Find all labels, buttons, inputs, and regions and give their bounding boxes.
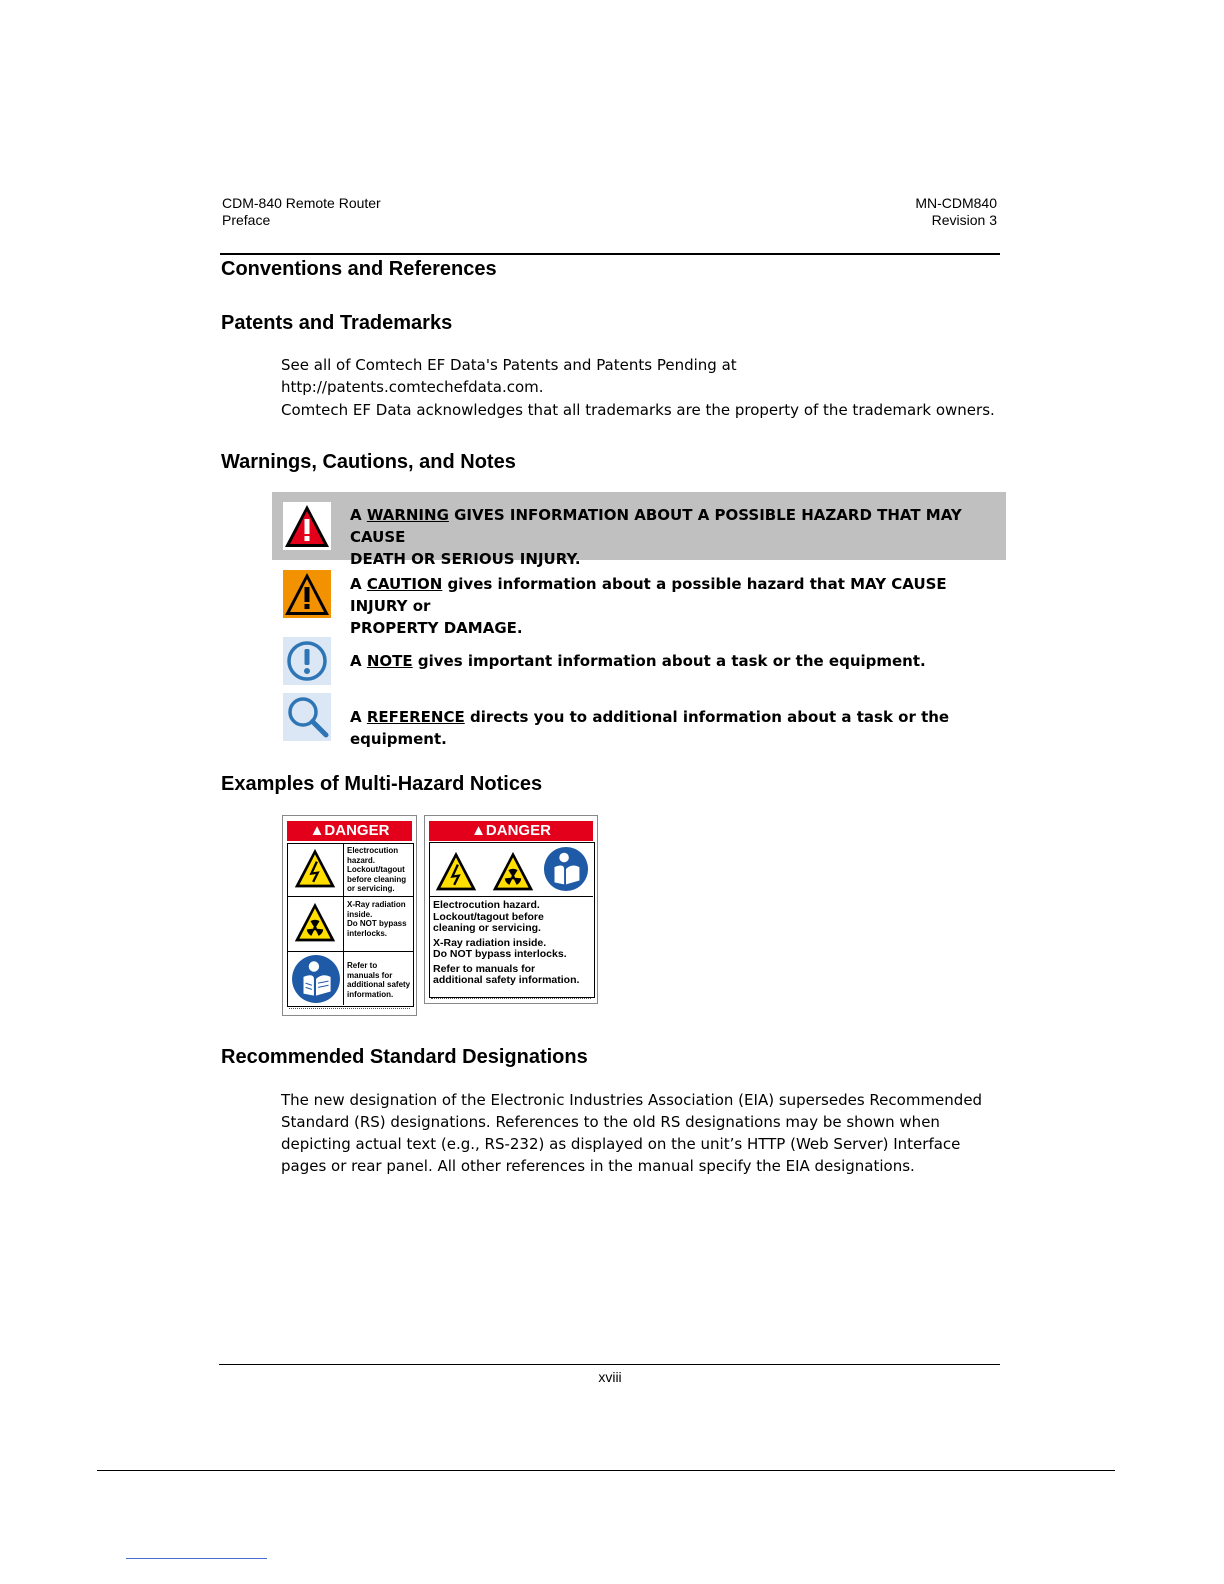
radiation-hazard-icon <box>290 901 340 945</box>
caution-line2: PROPERTY DAMAGE. <box>350 619 523 637</box>
note-text <box>350 650 926 672</box>
trademarks-paragraph: Comtech EF Data acknowledges that all trademarks are the property of the trademark owners. <box>281 401 995 419</box>
warning-text <box>350 504 1006 570</box>
danger-alert-icon: ▲ <box>471 822 486 839</box>
footer-rule <box>219 1364 1000 1365</box>
rs-designations-heading: Recommended Standard Designations <box>221 1046 588 1068</box>
warning-prefix: A <box>350 506 367 524</box>
danger-label-vertical <box>282 815 417 1016</box>
header-section-name: Preface <box>222 212 271 228</box>
header-revision: Revision 3 <box>931 212 997 228</box>
header-rule <box>220 253 1000 255</box>
label-line: Lockout/tagout <box>347 865 405 874</box>
danger-label-horizontal <box>424 815 598 1004</box>
label-line: Lockout/tagout before <box>433 910 544 923</box>
radiation-hazard-icon <box>488 850 538 894</box>
label-line: X-Ray radiation inside. <box>433 936 547 949</box>
warnings-heading: Warnings, Cautions, and Notes <box>221 451 516 473</box>
caution-prefix: A <box>350 575 367 593</box>
patents-paragraph: See all of Comtech EF Data's Patents and Patents Pending at http://patents.comtechefdata.com. <box>281 356 737 396</box>
note-rest: gives important information about a task or the equipment. <box>412 652 926 670</box>
label-line: inside. <box>347 909 373 919</box>
header-manual-number: MN-CDM840 <box>915 195 997 211</box>
label-line: manuals for <box>347 970 393 980</box>
caution-triangle-icon <box>283 570 331 618</box>
danger-word: DANGER <box>485 822 551 839</box>
label-line: Do NOT bypass <box>347 919 407 928</box>
label-line: hazard. <box>347 855 376 865</box>
danger-word: DANGER <box>324 822 390 839</box>
multi-hazard-heading: Examples of Multi-Hazard Notices <box>221 773 543 795</box>
label-line: before cleaning <box>347 874 407 884</box>
page-bottom-link-line <box>126 1558 267 1559</box>
label-line: X-Ray radiation <box>347 900 406 909</box>
rs-designations-paragraph: The new designation of the Electronic Industries Association (EIA) supersedes Recommended Standard (RS) designations. References to the old RS designations may be shown when depicting actual text (e.g., RS-232) as displayed on the unit’s HTTP (Web Server) Interface pages or rear panel. All other references in the manual specify the EIA designations. <box>281 1091 983 1175</box>
exclamation-circle-icon <box>283 637 331 685</box>
patents-heading: Patents and Trademarks <box>221 312 453 334</box>
electrocution-hazard-icon <box>290 847 340 891</box>
reference-rest: directs you to additional information about a task or the equipment. <box>350 708 950 748</box>
warning-keyword: WARNING <box>366 506 449 524</box>
caution-text <box>350 573 1006 639</box>
running-header-right <box>860 195 997 229</box>
warning-line1-rest: GIVES INFORMATION ABOUT A POSSIBLE HAZARD THAT MAY CAUSE <box>350 506 962 546</box>
label-line: Electrocution hazard. <box>433 899 540 911</box>
label-line: additional safety <box>347 980 411 989</box>
label-line: cleaning or servicing. <box>433 922 541 934</box>
caution-keyword: CAUTION <box>366 575 443 593</box>
radiation-text <box>347 900 411 938</box>
read-manual-icon <box>291 954 341 1004</box>
conventions-heading: Conventions and References <box>221 258 497 280</box>
reference-prefix: A <box>350 708 367 726</box>
page-number: xviii <box>598 1369 622 1385</box>
label-line: additional safety information. <box>433 974 580 986</box>
label-divider <box>429 896 593 897</box>
label-fineprint <box>289 1008 410 1011</box>
electrocution-text <box>347 846 411 894</box>
label-line: Electrocution <box>347 846 399 855</box>
label-line: Refer to <box>347 961 378 970</box>
header-product-name: CDM-840 Remote Router <box>222 195 381 211</box>
warning-notice <box>272 492 1006 568</box>
warning-triangle-icon <box>283 502 331 550</box>
label-line: Refer to manuals for <box>433 962 536 975</box>
label-line: Do NOT bypass interlocks. <box>433 948 567 960</box>
label-line: or servicing. <box>347 884 395 893</box>
danger-header-bar <box>429 821 593 841</box>
page-bottom-rule <box>97 1470 1115 1471</box>
label-line: information. <box>347 989 394 999</box>
read-manual-icon <box>543 846 589 892</box>
magnifier-icon <box>283 693 331 741</box>
label-fineprint <box>431 998 591 1001</box>
reference-keyword: REFERENCE <box>366 708 465 726</box>
danger-header-bar <box>287 821 412 841</box>
danger-alert-icon: ▲ <box>309 822 325 839</box>
reference-notice <box>272 692 1006 748</box>
note-prefix: A <box>350 652 367 670</box>
manual-text <box>347 961 411 999</box>
note-keyword: NOTE <box>366 652 413 670</box>
caution-line1-rest: gives information about a possible hazard that MAY CAUSE INJURY or <box>350 575 947 615</box>
running-header-left <box>222 195 381 229</box>
note-notice <box>272 636 1006 688</box>
reference-text <box>350 706 1006 750</box>
right-label-text <box>433 900 593 987</box>
caution-notice <box>272 566 1006 637</box>
warning-line2: DEATH OR SERIOUS INJURY. <box>350 550 581 568</box>
hazard-cell-divider <box>343 951 344 1005</box>
label-line: interlocks. <box>347 928 388 938</box>
electrocution-hazard-icon <box>431 850 481 894</box>
